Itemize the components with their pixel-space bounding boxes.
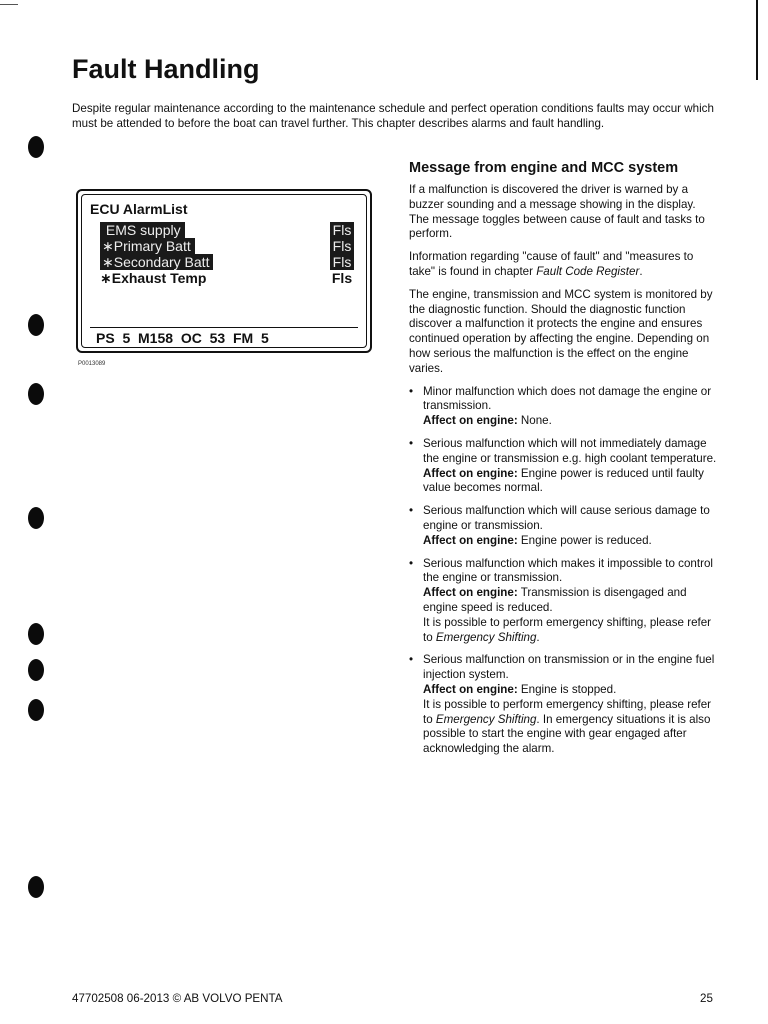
affect-label: Affect on engine: bbox=[423, 682, 518, 696]
intro-paragraph: Despite regular maintenance according to the maintenance schedule and perfect operation conditions faults may occur which must be attended to before the boat can travel further. This chapter describes alarms and fault handling. bbox=[72, 102, 714, 130]
footer-doc-info: 47702508 06-2013 © AB VOLVO PENTA bbox=[72, 992, 283, 1005]
bullet-icon: • bbox=[409, 556, 414, 570]
affect-label: Affect on engine: bbox=[423, 586, 518, 600]
binder-hole bbox=[28, 659, 44, 681]
page-number: 25 bbox=[700, 992, 713, 1005]
affect-line bbox=[423, 414, 721, 429]
margin-tick bbox=[0, 4, 18, 5]
binder-hole bbox=[28, 314, 44, 336]
emergency-note bbox=[423, 616, 721, 646]
list-item-text: Serious malfunction on transmission or in the engine fuel injection system. bbox=[423, 653, 715, 682]
figure-id: P0013089 bbox=[78, 361, 106, 367]
ecu-divider bbox=[90, 327, 358, 328]
affect-value: None. bbox=[517, 414, 552, 428]
affect-label: Affect on engine: bbox=[423, 414, 518, 428]
ecu-alarm-display bbox=[76, 189, 372, 353]
affect-value: Transmission is disengaged and engine speed is reduced. bbox=[423, 586, 687, 614]
paragraph-text: Information regarding "cause of fault" and "measures to take" is found in chapter bbox=[409, 250, 694, 278]
affect-value: Engine power is reduced until faulty value becomes normal. bbox=[423, 466, 704, 495]
affect-value: Engine power is reduced. bbox=[517, 533, 652, 547]
chapter-reference: Emergency Shifting bbox=[435, 630, 537, 644]
note-text: It is possible to perform emergency shifting, please refer to bbox=[423, 615, 712, 644]
alarm-status: Fls bbox=[330, 254, 354, 270]
alarm-name: ∗Primary Batt bbox=[100, 238, 195, 254]
list-item bbox=[409, 385, 721, 429]
list-item-text: Serious malfunction which will cause serious damage to engine or transmission. bbox=[423, 504, 710, 532]
chapter-reference: Fault Code Register bbox=[536, 264, 640, 278]
binder-hole bbox=[28, 136, 44, 158]
bullet-icon: • bbox=[409, 384, 414, 398]
alarm-name: ∗Exhaust Temp bbox=[100, 270, 207, 286]
paragraph-reference bbox=[409, 250, 721, 280]
list-item bbox=[409, 653, 721, 757]
affect-label: Affect on engine: bbox=[423, 466, 518, 480]
alarm-row bbox=[100, 254, 354, 270]
ecu-status-line: PS 5 M158 OC 53 FM 5 bbox=[96, 330, 269, 346]
section-body bbox=[409, 183, 721, 765]
emergency-note bbox=[423, 698, 721, 757]
alarm-status: Fls bbox=[331, 270, 353, 286]
binder-hole bbox=[28, 699, 44, 721]
paragraph-warning bbox=[409, 183, 721, 242]
affect-label: Affect on engine: bbox=[423, 533, 518, 547]
margin-line bbox=[756, 0, 758, 80]
binder-hole bbox=[28, 507, 44, 529]
section-heading: Message from engine and MCC system bbox=[409, 160, 679, 176]
ecu-display-title: ECU AlarmList bbox=[90, 201, 188, 217]
alarm-row bbox=[100, 270, 354, 286]
binder-hole bbox=[28, 876, 44, 898]
alarm-name: EMS supply bbox=[100, 222, 185, 238]
list-item bbox=[409, 557, 721, 646]
ecu-display-screen bbox=[81, 194, 367, 348]
paragraph-text: If a malfunction is discovered the driver is warned by a buzzer sounding and a message showing in the display. bbox=[409, 183, 696, 211]
alarm-row bbox=[100, 238, 354, 254]
bullet-icon: • bbox=[409, 653, 414, 667]
list-item-text: Serious malfunction which will not immediately damage the engine or transmission e.g. high coolant temperature. bbox=[423, 436, 717, 465]
alarm-status: Fls bbox=[330, 238, 354, 254]
alarm-status: Fls bbox=[330, 222, 354, 238]
alarm-row bbox=[100, 222, 354, 238]
bullet-icon: • bbox=[409, 436, 414, 450]
note-text: It is possible to perform emergency shifting, please refer to bbox=[423, 697, 712, 726]
malfunction-list bbox=[409, 385, 721, 757]
binder-hole bbox=[28, 383, 44, 405]
list-item bbox=[409, 504, 721, 548]
paragraph-diagnostic: The engine, transmission and MCC system is monitored by the diagnostic function. Should the diagnostic function discover a malfunction it protects the engine and ensures continued operation by affecting the engine. Depending on how serious the malfunction is the effect on the engine varies. bbox=[409, 287, 713, 375]
note-text: . bbox=[536, 630, 540, 644]
affect-line bbox=[423, 586, 721, 616]
list-item-text: Serious malfunction which makes it impossible to control the engine or transmission. bbox=[423, 556, 713, 585]
bullet-icon: • bbox=[409, 504, 414, 518]
note-text: . In emergency situations it is also possible to start the engine with gear engaged after acknowledging the alarm. bbox=[423, 712, 711, 756]
page-title: Fault Handling bbox=[72, 54, 260, 84]
paragraph-text: . bbox=[639, 264, 643, 278]
list-item-text: Minor malfunction which does not damage the engine or transmission. bbox=[423, 384, 712, 413]
affect-value: Engine is stopped. bbox=[517, 682, 617, 696]
alarm-name: ∗Secondary Batt bbox=[100, 254, 213, 270]
list-item bbox=[409, 437, 721, 496]
paragraph-text: The message toggles between cause of fault and tasks to perform. bbox=[409, 212, 705, 241]
affect-line bbox=[423, 467, 721, 497]
binder-hole bbox=[28, 623, 44, 645]
chapter-reference: Emergency Shifting bbox=[435, 712, 537, 726]
affect-line bbox=[423, 534, 721, 549]
affect-line bbox=[423, 683, 721, 698]
